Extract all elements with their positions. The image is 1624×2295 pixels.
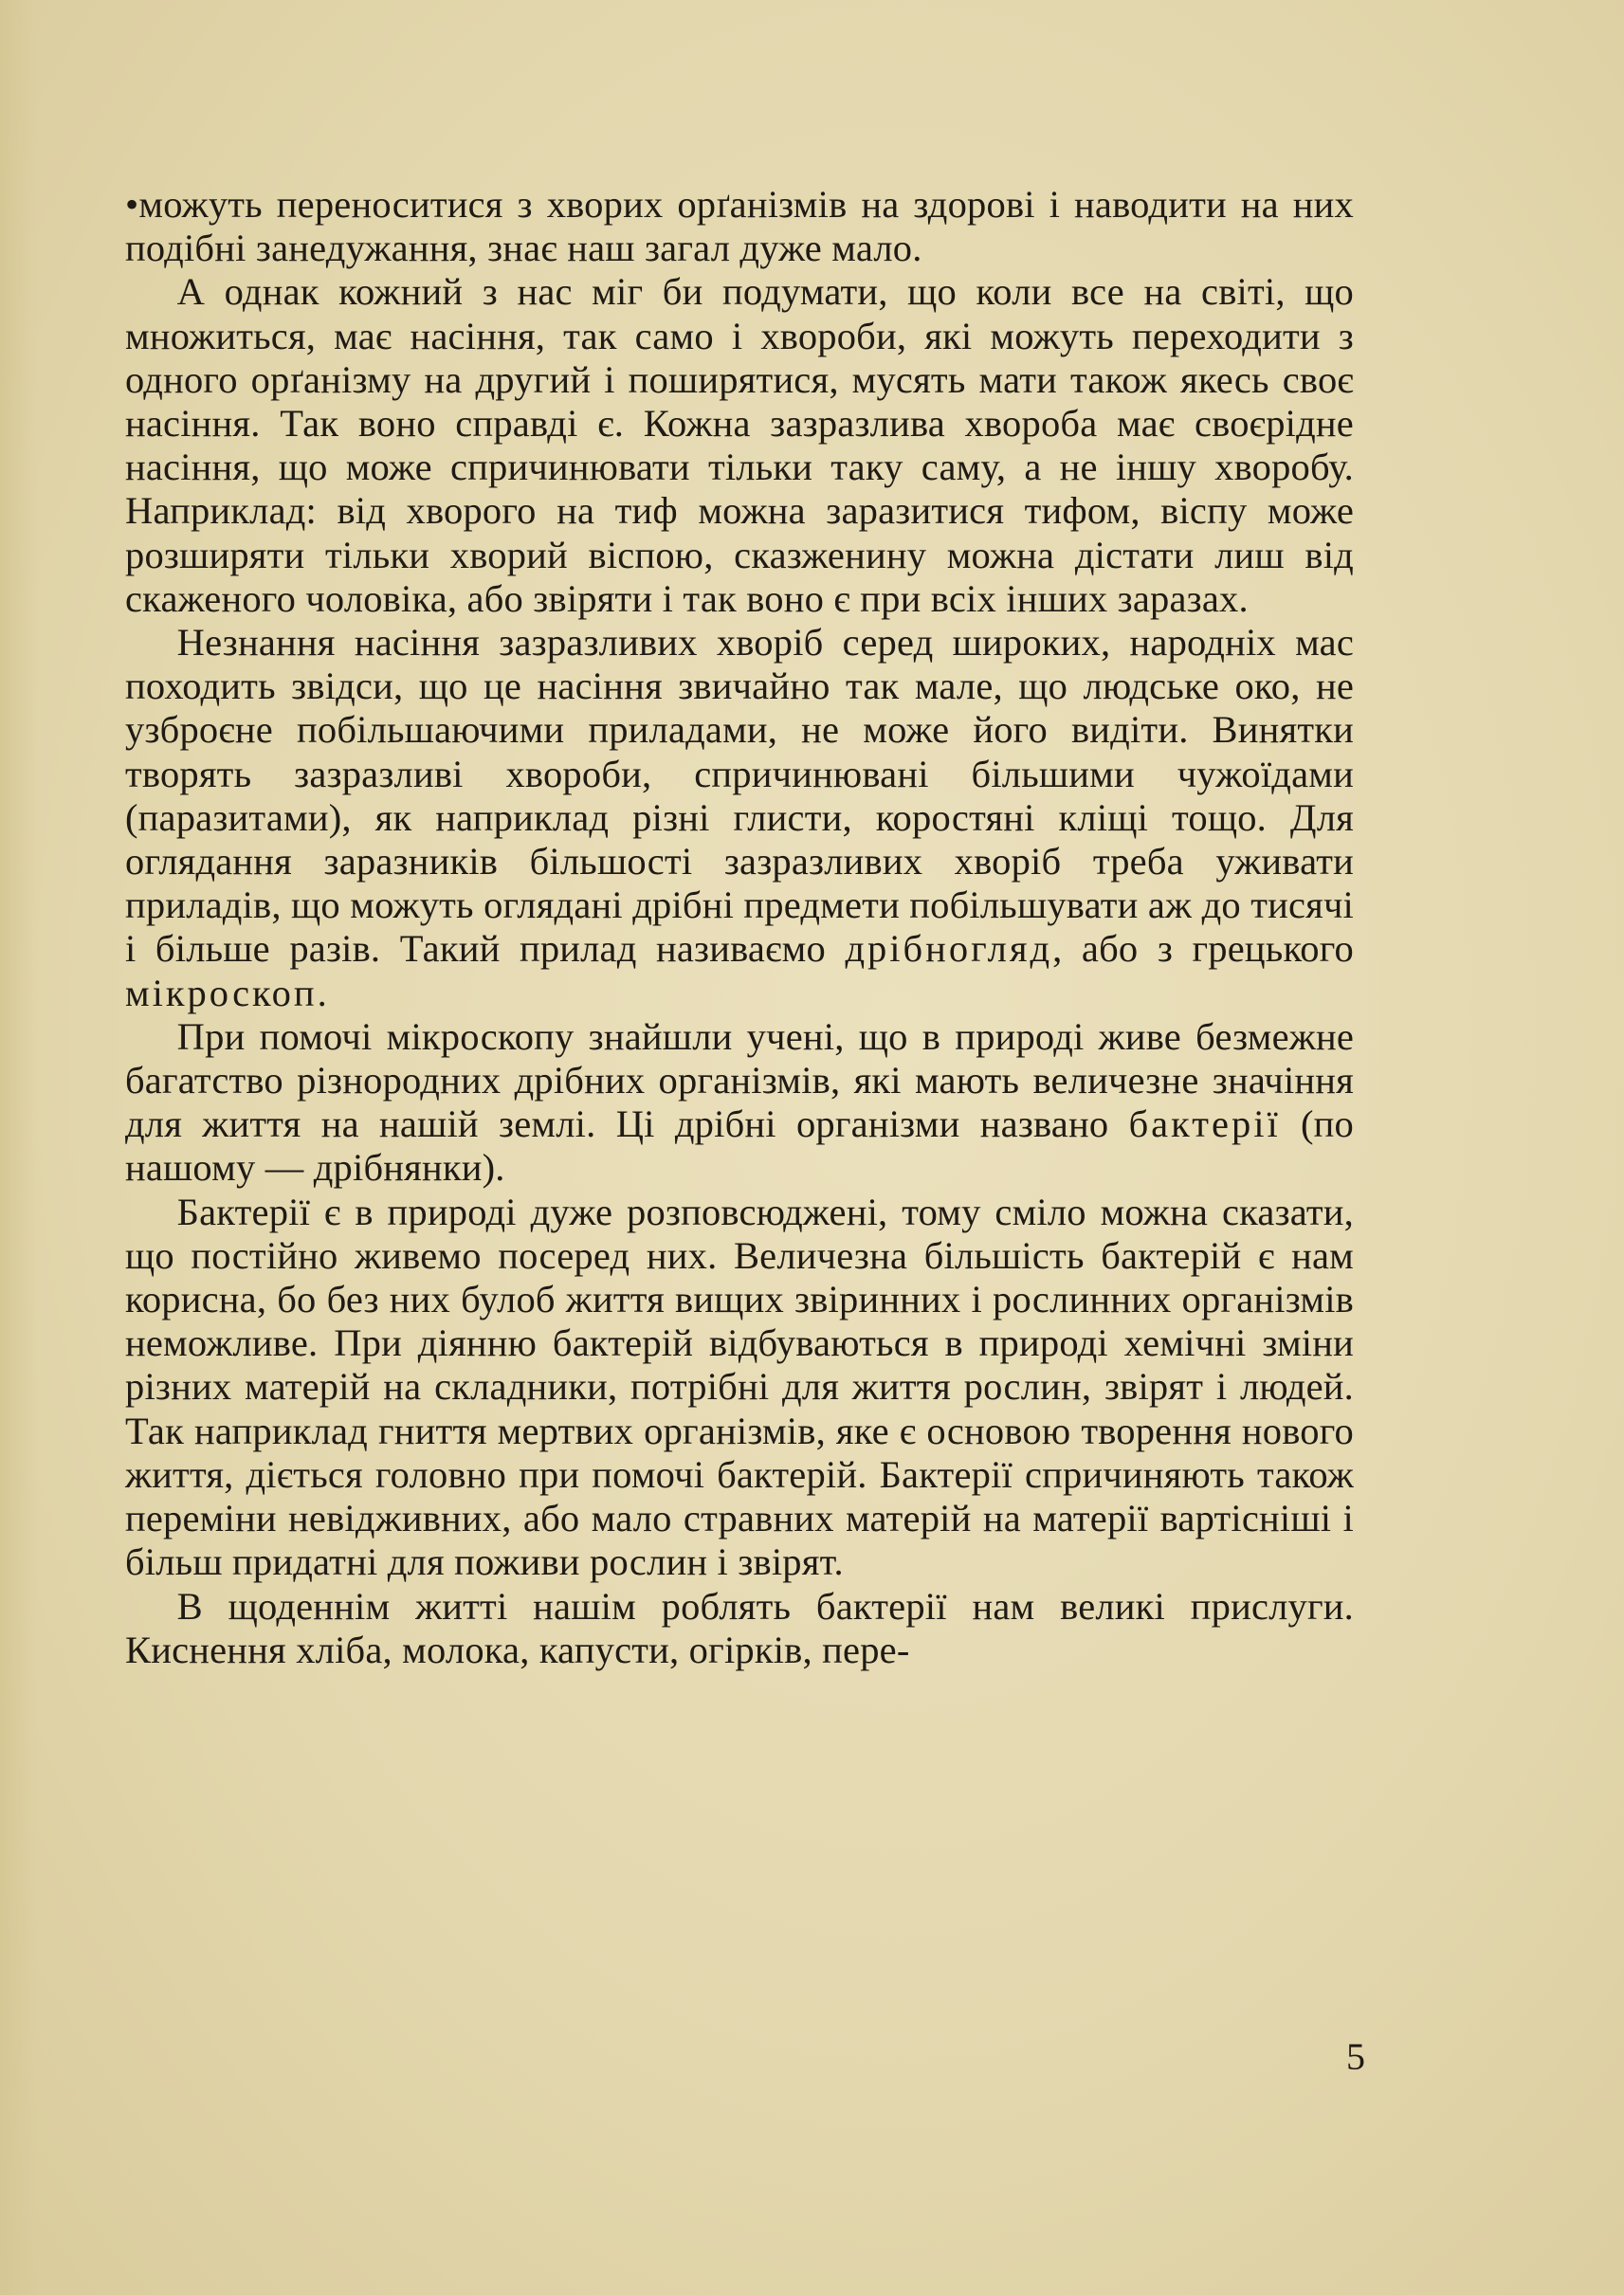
term-bakterii: бактерії [1128, 1102, 1281, 1146]
page-edge-shadow [0, 0, 38, 2295]
paragraph-6: В щоденнім житті нашім роблять бактерії нам великі прислуги. Киснення хліба, молока, капусти, огірків, пере- [125, 1584, 1354, 1671]
paragraph-4-text: При помочі мікроскопу знайшли учені, що в природі живе безмежне багатство різнородних дрібних організмів, які мають величезне значіння для життя на нашій землі. Ці дрібні організми названо [125, 1014, 1354, 1146]
paragraph-3-mid: , або з грецького [1052, 927, 1355, 971]
paragraph-3-end: . [317, 971, 327, 1014]
paragraph-5: Бактерії є в природі дуже розповсюджені, тому сміло можна сказати, що постійно живемо посеред них. Величезна більшість бактерій є нам корисна, бо без них булоб життя вищих звіринних і рослинних організмів неможливе. При діянню бактерій відбуваються в природі хемічні зміни різних матерій на складники, потрібні для життя рослин, звірят і людей. Так наприклад гниття мертвих організмів, яке є основою творення нового життя, діється головно при помочі бактерій. Бактерії спричиняють також переміни невідживних, або мало стравних матерій на матерії вартісніші і більш придатні для поживи рослин і звірят. [125, 1190, 1354, 1584]
paragraph-2: А однак кожний з нас міг би подумати, що коли все на світі, що множиться, має насіння, так само і хвороби, які можуть переходити з одного орґанізму на другий і поширятися, мусять мати також якесь своє насіння. Так воно справді є. Кожна зазразлива хвороба має своєрідне насіння, що може спричинювати тільки таку саму, а не іншу хворобу. Наприклад: від хворого на тиф можна заразитися тифом, віспу може розширяти тільки хворий віспою, сказженину можна дістати лиш від скаженого чоловіка, або звіряти і так воно є при всіх інших заразах. [125, 270, 1354, 620]
paragraph-4-end: (по нашому — дрібнянки). [125, 1102, 1355, 1190]
paragraph-1: •можуть переноситися з хворих орґанізмів на здорові і наводити на них подібні занедужання, знає наш загал дуже мало. [125, 183, 1354, 270]
page-number: 5 [1346, 2035, 1365, 2078]
term-mikroskop: мікроскоп [125, 971, 318, 1014]
term-dribnohliad: дрібногляд [845, 927, 1053, 971]
paragraph-3-text: Незнання насіння зазразливих хворіб серед широких, народніх мас походить звідси, що це насіння звичайно так мале, що людське око, не узброєне побільшаючими приладами, не може його видіти. Винятки творять зазразливі хвороби, спричинювані більшими чужоїдами (паразитами), як наприклад різні глисти, коростяні кліщі тощо. Для оглядання заразників більшості зазразливих хворіб треба уживати приладів, що можуть оглядані дрібні предмети побільшувати аж до тисячі і більше разів. Такий прилад називаємо [125, 621, 1354, 971]
body-text [125, 183, 1354, 1672]
paragraph-4 [125, 1015, 1354, 1191]
paragraph-3 [125, 621, 1354, 1015]
